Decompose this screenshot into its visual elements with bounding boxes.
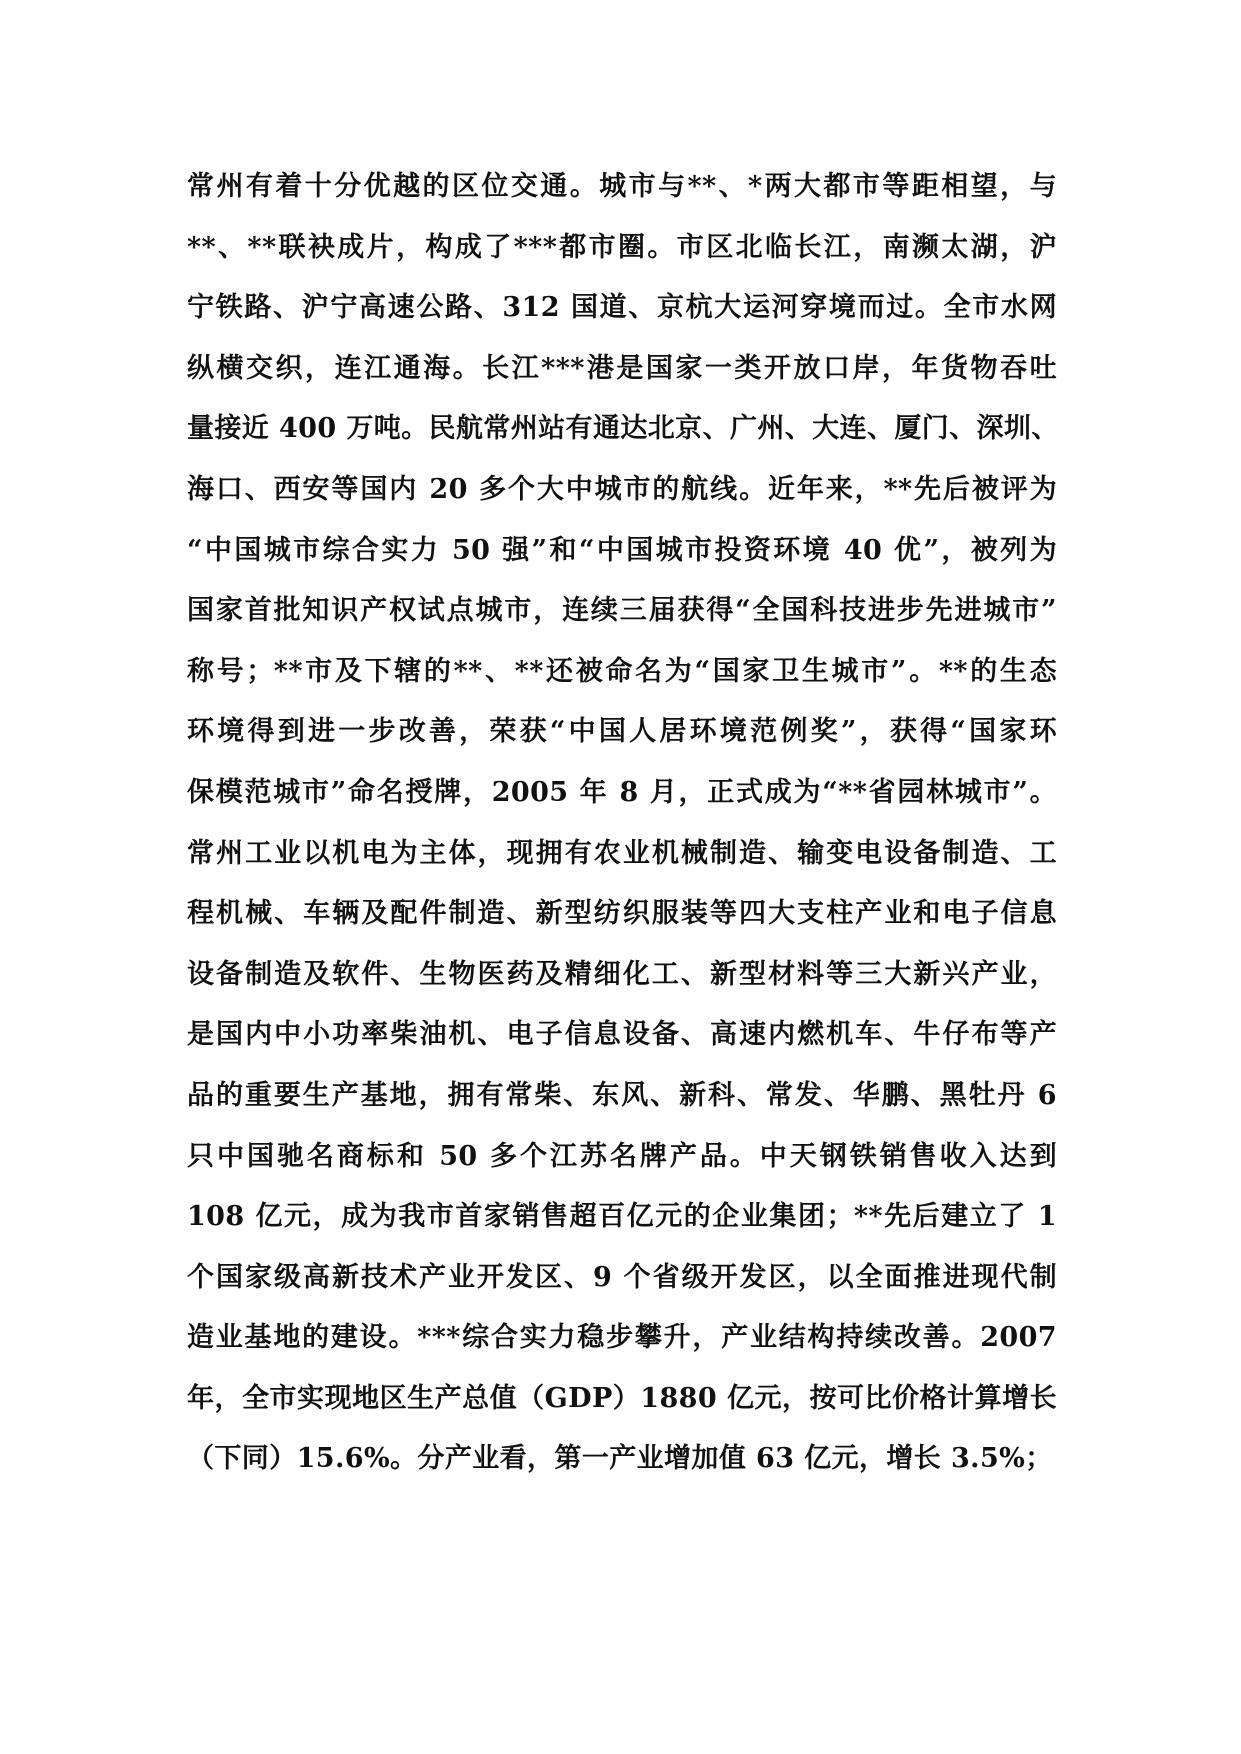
text-line: 量接近 400 万吨。民航常州站有通达北京、广州、大连、厦门、深圳、 [187,413,1059,445]
text-line: 保模范城市”命名授牌，2005 年 8 月，正式成为“**省园林城市”。 [187,776,1057,808]
text-line: 环境得到进一步改善，荣获“中国人居环境范例奖”，获得“国家环 [187,716,1057,748]
text-line: 设备制造及软件、生物医药及精细化工、新型材料等三大新兴产业， [187,958,1057,990]
text-line: 造业基地的建设。***综合实力稳步攀升，产业结构持续改善。2007 [187,1322,1057,1354]
body-paragraph [187,157,1057,1490]
text-line: 品的重要生产基地，拥有常柴、东风、新科、常发、华鹏、黑牡丹 6 [187,1079,1057,1111]
text-line: 年，全市实现地区生产总值（GDP）1880 亿元，按可比价格计算增长 [187,1382,1057,1414]
text-line: 个国家级高新技术产业开发区、9 个省级开发区，以全面推进现代制 [187,1261,1057,1293]
text-line: 常州有着十分优越的区位交通。城市与**、*两大都市等距相望，与 [187,171,1057,202]
text-line: 程机械、车辆及配件制造、新型纺织服装等四大支柱产业和电子信息 [187,898,1057,930]
text-line: 108 亿元，成为我市首家销售超百亿元的企业集团；**先后建立了 1 [187,1201,1057,1233]
text-line: 国家首批知识产权试点城市，连续三届获得“全国科技进步先进城市” [187,595,1057,627]
text-line: 海口、西安等国内 20 多个大中城市的航线。近年来，**先后被评为 [187,473,1057,505]
text-line: “中国城市综合实力 50 强”和“中国城市投资环境 40 优”，被列为 [187,534,1057,566]
text-line: 纵横交织，连江通海。长江***港是国家一类开放口岸，年货物吞吐 [187,352,1057,384]
text-line: 常州工业以机电为主体，现拥有农业机械制造、输变电设备制造、工 [187,837,1057,869]
text-line: 宁铁路、沪宁高速公路、312 国道、京杭大运河穿境而过。全市水网 [187,292,1057,324]
text-line: 只中国驰名商标和 50 多个江苏名牌产品。中天钢铁销售收入达到 [187,1140,1057,1172]
text-line: （下同）15.6%。分产业看，第一产业增加值 63 亿元，增长 3.5%； [187,1443,1053,1475]
text-line: 是国内中小功率柴油机、电子信息设备、高速内燃机车、牛仔布等产 [187,1019,1057,1051]
text-line: 称号；**市及下辖的**、**还被命名为“国家卫生城市”。**的生态 [187,655,1057,687]
text-line: **、**联袂成片，构成了***都市圈。市区北临长江，南濒太湖，沪 [187,231,1057,263]
